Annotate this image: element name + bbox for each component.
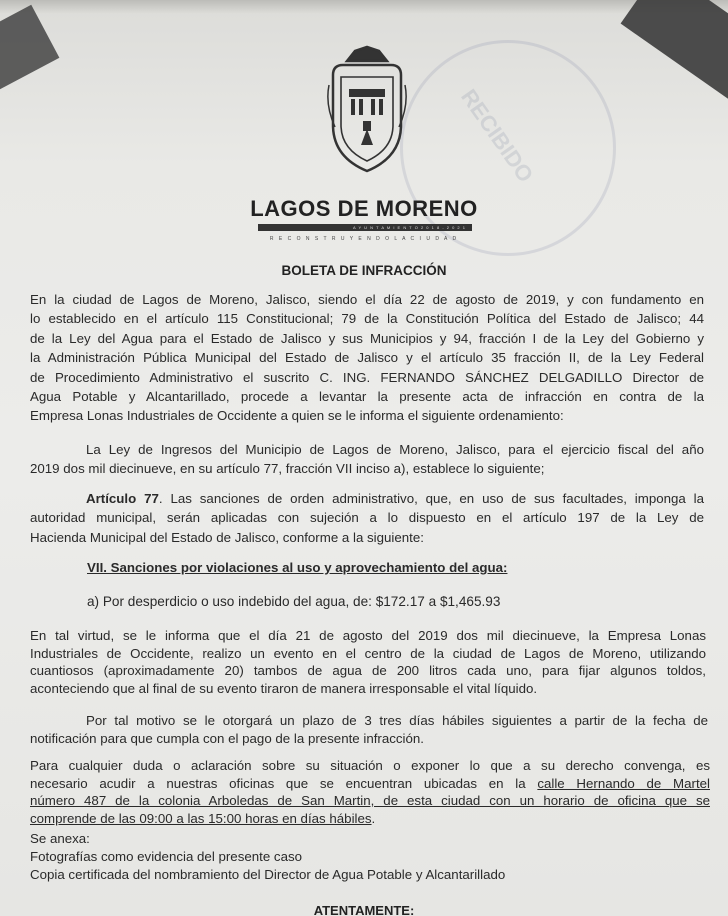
document-title: BOLETA DE INFRACCIÓN (281, 263, 447, 278)
paragraph-line: Agua Potable y Alcantarillado, procede a levantar la presente acta de infracción en contra de la (30, 389, 704, 405)
address-intro: necesario acudir a nuestras oficinas que se encuentran ubicadas en la (30, 775, 538, 791)
article-text: . Las sanciones de orden administrativo, que, en uso de sus facultades, imponga la (158, 491, 705, 506)
paragraph-line: aconteciendo que al final de su evento tiraron de manera irresponsable el vital líquido. (30, 680, 538, 696)
section-heading: VII. Sanciones por violaciones al uso y aprovechamiento del agua: (87, 560, 508, 575)
paragraph-line: Por tal motivo se le otorgará un plazo de 3 tres días hábiles siguientes a partir de la fecha de (86, 713, 708, 728)
paragraph-line: de Procedimiento Administrativo el suscrito C. ING. FERNANDO SÁNCHEZ DELGADILLO Director de (30, 369, 704, 385)
paragraph-line: la Administración Pública Municipal del Estado de Jalisco y el artículo 35 fracción II, de la Ley Federal (30, 350, 704, 366)
stamp-text: RECIBIDO (456, 84, 539, 187)
shadow-left (0, 5, 59, 96)
closing-signature: ATENTAMENTE: (313, 903, 415, 916)
article-first-line (30, 489, 704, 508)
annex-heading: Se anexa: (30, 831, 90, 846)
paragraph-line: 2019 dos mil diecinueve, en su artículo 77, fracción VII inciso a), establece lo siguiente; (30, 461, 545, 477)
paragraph-deadline (30, 712, 708, 748)
annex-item: Fotografías como evidencia del presente caso (30, 849, 303, 864)
paragraph-incident (30, 627, 706, 697)
annex-item: Copia certificada del nombramiento del Director de Agua Potable y Alcantarillado (30, 867, 506, 882)
office-hours: comprende de las 09:00 a las 15:00 horas en días hábiles (30, 810, 372, 826)
page-top-edge (0, 0, 728, 14)
article-line: autoridad municipal, serán aplicadas con sujeción a lo dispuesto en el artículo 197 de la Ley de (30, 510, 704, 526)
paragraph-line: En la ciudad de Lagos de Moreno, Jalisco, siendo el día 22 de agosto de 2019, y con fundamento en (30, 292, 704, 307)
address-street: calle Hernando de Martel (537, 775, 710, 791)
paragraph-line: de la Ley del Agua para el Estado de Jalisco y sus Municipios y 94, fracción I de la Ley del Gobierno y (30, 330, 704, 346)
brand-tagline: R E C O N S T R U Y E N D O L A C I U D A D (269, 236, 459, 242)
paragraph-line: La Ley de Ingresos del Municipio de Lagos de Moreno, Jalisco, para el ejercicio fiscal del año (86, 442, 704, 457)
period: . (371, 810, 376, 826)
article-line: Hacienda Municipal del Estado de Jalisco, conforme a la siguiente: (30, 529, 424, 545)
article-77 (30, 489, 704, 547)
annex-section (30, 830, 505, 884)
paragraph-contact (30, 757, 710, 827)
item-a: a) Por desperdicio o uso indebido del agua, de: $172.17 a $1,465.93 (87, 594, 501, 609)
paragraph-line-address (30, 775, 710, 793)
paragraph-line: notificación para que cumpla con el pago de la presente infracción. (30, 731, 424, 746)
shadow-right (621, 0, 728, 104)
brand-divider (258, 224, 472, 231)
paragraph-line: Empresa Lonas Industriales de Occidente a quien se le informa el siguiente ordenamiento: (30, 408, 564, 424)
brand-bar-text: A Y U N T A M I E N T O 2 0 1 8 - 2 0 2 1 (352, 225, 466, 230)
paragraph-line: Para cualquier duda o aclaración sobre su situación o exponer lo que a su derecho convenga, es (30, 758, 710, 773)
paragraph-line: En tal virtud, se le informa que el día 21 de agosto del 2019 dos mil diecinueve, la Empresa Lonas (30, 628, 706, 643)
paragraph-legal-basis (30, 290, 704, 426)
municipal-crest-logo (325, 45, 409, 175)
article-label: Artículo 77 (86, 491, 159, 506)
paragraph-income-law (30, 440, 704, 479)
paragraph-line-hours (30, 810, 710, 828)
paragraph-line-address: número 487 de la colonia Arboledas de San Martin, de esta ciudad con un horario de oficina que se (30, 793, 710, 808)
brand-name: LAGOS DE MORENO (250, 196, 478, 221)
paragraph-line: Industriales de Occidente, realizo un evento en el centro de la ciudad de Lagos de Moreno, utilizando (30, 645, 706, 661)
paragraph-line: lo establecido en el artículo 115 Constitucional; 79 de la Constitución Política del Estado de Jalisco; 44 (30, 311, 704, 327)
paragraph-line: cuantiosos (aproximadamente 20) tambos de agua de 200 litros cada uno, para fijar algunos toldos, (30, 663, 706, 678)
